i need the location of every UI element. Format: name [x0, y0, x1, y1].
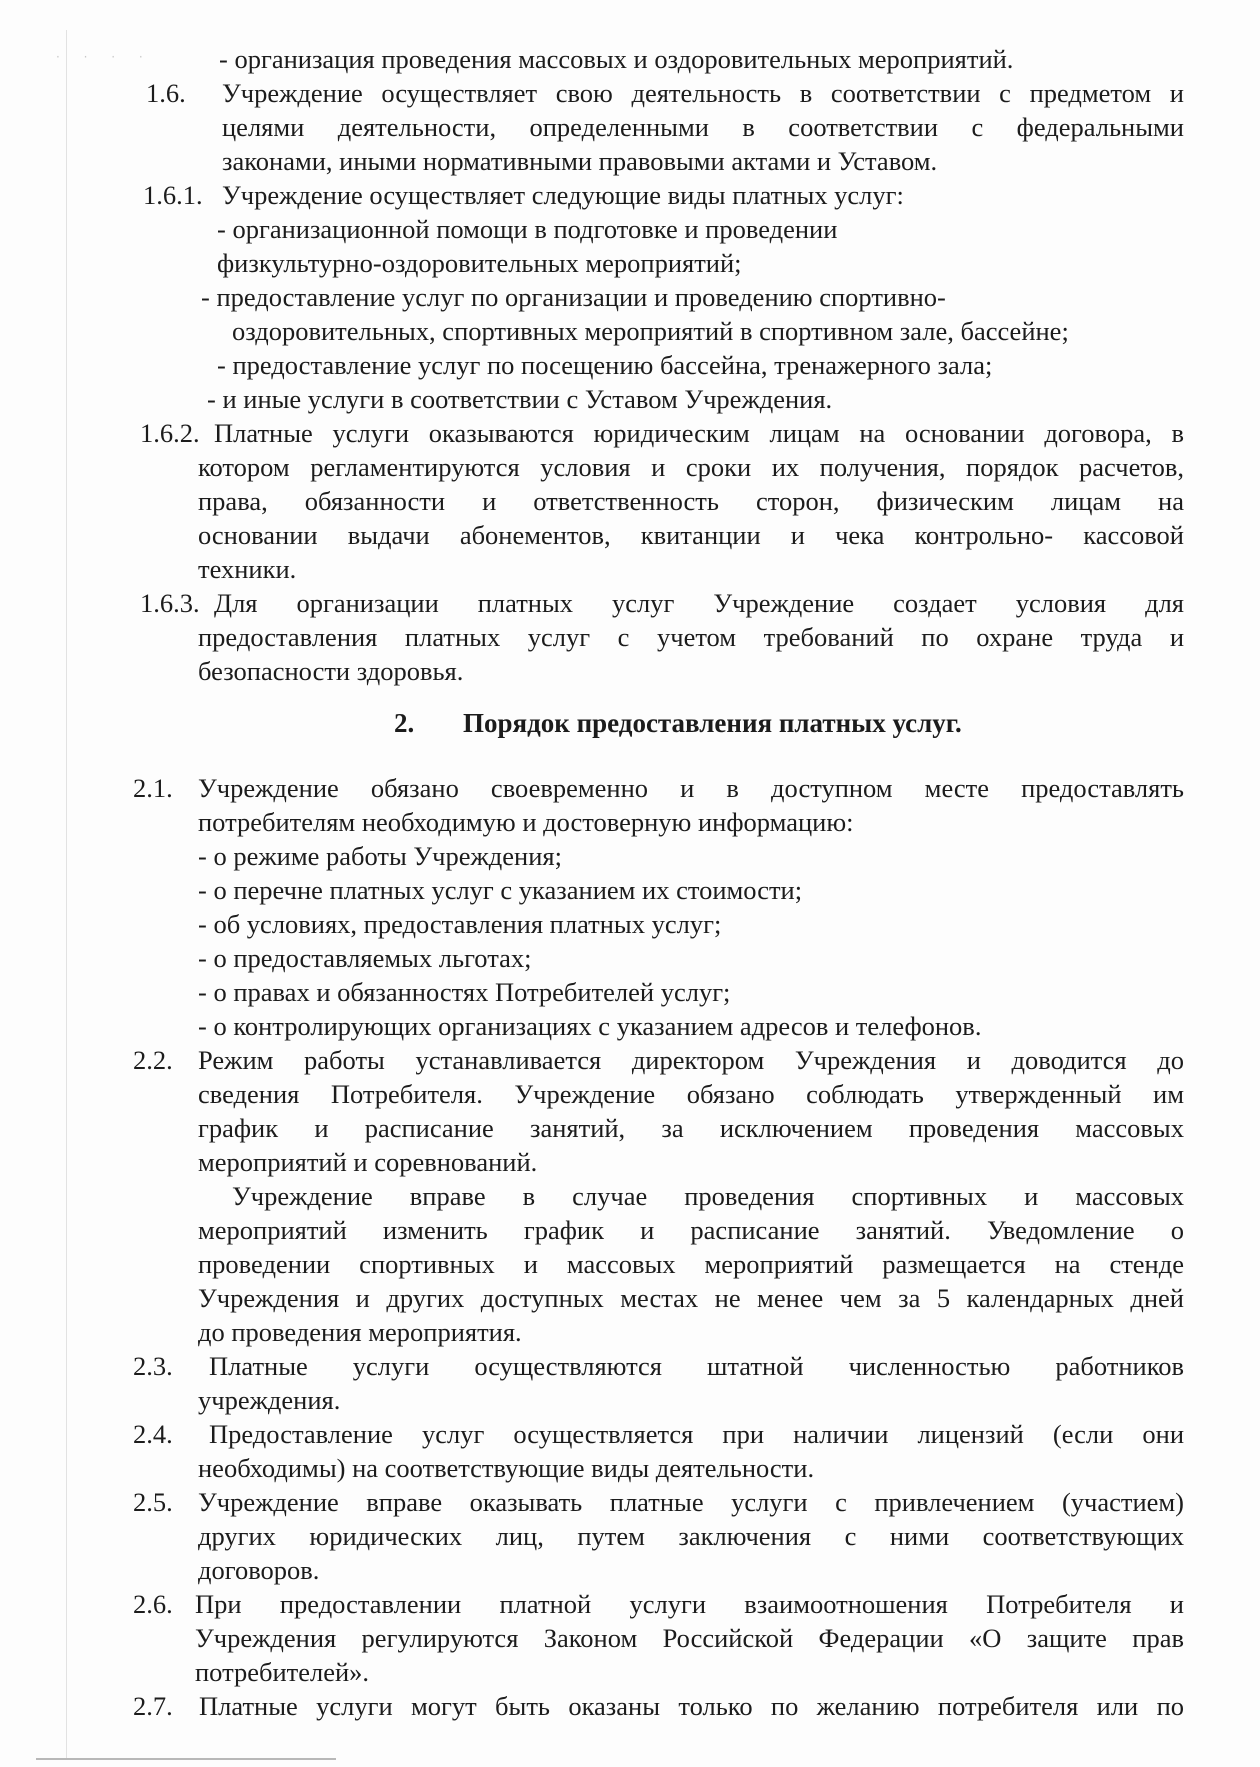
clause-number: 2.2. — [133, 1045, 173, 1075]
text-line: законами, иными нормативными правовыми актами и Уставом. — [222, 146, 938, 176]
text-line: права, обязанности и ответственность сторон, физическим лицам на — [198, 486, 1184, 516]
text-line: потребителей». — [195, 1657, 370, 1687]
text-line: При предоставлении платной услуги взаимоотношения Потребителя и — [195, 1589, 1184, 1619]
text-line: Учреждения регулируются Законом Российской Федерации «О защите прав — [195, 1623, 1184, 1653]
clause-number: 2.3. — [133, 1351, 173, 1381]
text-line: мероприятий и соревнований. — [198, 1147, 538, 1177]
text-line: - организационной помощи в подготовке и проведении — [217, 214, 838, 244]
clause-number: 2.7. — [133, 1691, 173, 1721]
section-title: Порядок предоставления платных услуг. — [463, 708, 962, 738]
clause-number: 1.6.2. — [140, 418, 200, 448]
text-line: - об условиях, предоставления платных услуг; — [198, 909, 722, 939]
text-line: целями деятельности, определенными в соответствии с федеральными — [222, 112, 1184, 142]
text-line: техники. — [198, 554, 297, 584]
text-line: Предоставление услуг осуществляется при наличии лицензий (если они — [209, 1419, 1184, 1449]
clause-number: 2.1. — [133, 773, 173, 803]
text-line: Учреждение вправе оказывать платные услуги с привлечением (участием) — [198, 1487, 1184, 1517]
text-line: до проведения мероприятия. — [198, 1317, 522, 1347]
text-line: безопасности здоровья. — [198, 656, 464, 686]
text-line: Для организации платных услуг Учреждение создает условия для — [214, 588, 1184, 618]
text-line: котором регламентируются условия и сроки их получения, порядок расчетов, — [198, 452, 1184, 482]
text-line: предоставления платных услуг с учетом требований по охране труда и — [198, 622, 1184, 652]
text-line: Учреждение вправе в случае проведения спортивных и массовых — [232, 1181, 1184, 1211]
scan-bottom-line — [36, 1758, 336, 1760]
text-line: Платные услуги осуществляются штатной численностью работников — [209, 1351, 1184, 1381]
text-line: - о контролирующих организациях с указанием адресов и телефонов. — [198, 1011, 982, 1041]
text-line: - о предоставляемых льготах; — [198, 943, 532, 973]
clause-number: 2.4. — [133, 1419, 173, 1449]
text-line: - предоставление услуг по организации и проведению спортивно- — [201, 282, 946, 312]
clause-number: 1.6. — [146, 78, 186, 108]
text-line: Платные услуги могут быть оказаны только по желанию потребителя или по — [199, 1691, 1184, 1721]
text-line: проведении спортивных и массовых мероприятий размещается на стенде — [198, 1249, 1184, 1279]
text-line: - о правах и обязанностях Потребителей услуг; — [198, 977, 731, 1007]
text-line: необходимы) на соответствующие виды деятельности. — [198, 1453, 815, 1483]
text-line: сведения Потребителя. Учреждение обязано соблюдать утвержденный им — [198, 1079, 1184, 1109]
text-line: - о режиме работы Учреждения; — [198, 841, 562, 871]
text-line: Учреждение осуществляет свою деятельность в соответствии с предметом и — [222, 78, 1184, 108]
text-line: Учреждение осуществляет следующие виды платных услуг: — [222, 180, 904, 210]
text-line: Режим работы устанавливается директором Учреждения и доводится до — [198, 1045, 1184, 1075]
text-line: график и расписание занятий, за исключением проведения массовых — [198, 1113, 1184, 1143]
text-line: учреждения. — [198, 1385, 341, 1415]
clause-number: 2.5. — [133, 1487, 173, 1517]
text-line: физкультурно-оздоровительных мероприятий; — [217, 248, 742, 278]
text-line: - организация проведения массовых и оздоровительных мероприятий. — [219, 44, 1014, 74]
text-line: других юридических лиц, путем заключения с ними соответствующих — [198, 1521, 1184, 1551]
clause-number: 2.6. — [133, 1589, 173, 1619]
text-line: основании выдачи абонементов, квитанции и чека контрольно- кассовой — [198, 520, 1184, 550]
scan-margin-line — [66, 30, 67, 1760]
text-line: - о перечне платных услуг с указанием их стоимости; — [198, 875, 803, 905]
text-line: - предоставление услуг по посещению бассейна, тренажерного зала; — [217, 350, 993, 380]
clause-number: 1.6.1. — [143, 180, 203, 210]
text-line: договоров. — [198, 1555, 320, 1585]
scan-artifact: · · · · — [56, 50, 153, 64]
text-line: потребителям необходимую и достоверную информацию: — [198, 807, 854, 837]
text-line: - и иные услуги в соответствии с Уставом Учреждения. — [207, 384, 833, 414]
text-line: Учреждения и других доступных местах не менее чем за 5 календарных дней — [198, 1283, 1184, 1313]
clause-number: 1.6.3. — [140, 588, 200, 618]
text-line: Платные услуги оказываются юридическим лицам на основании договора, в — [214, 418, 1184, 448]
text-line: оздоровительных, спортивных мероприятий в спортивном зале, бассейне; — [232, 316, 1069, 346]
text-line: мероприятий изменить график и расписание занятий. Уведомление о — [198, 1215, 1184, 1245]
text-line: Учреждение обязано своевременно и в доступном месте предоставлять — [198, 773, 1184, 803]
section-number: 2. — [394, 708, 415, 738]
